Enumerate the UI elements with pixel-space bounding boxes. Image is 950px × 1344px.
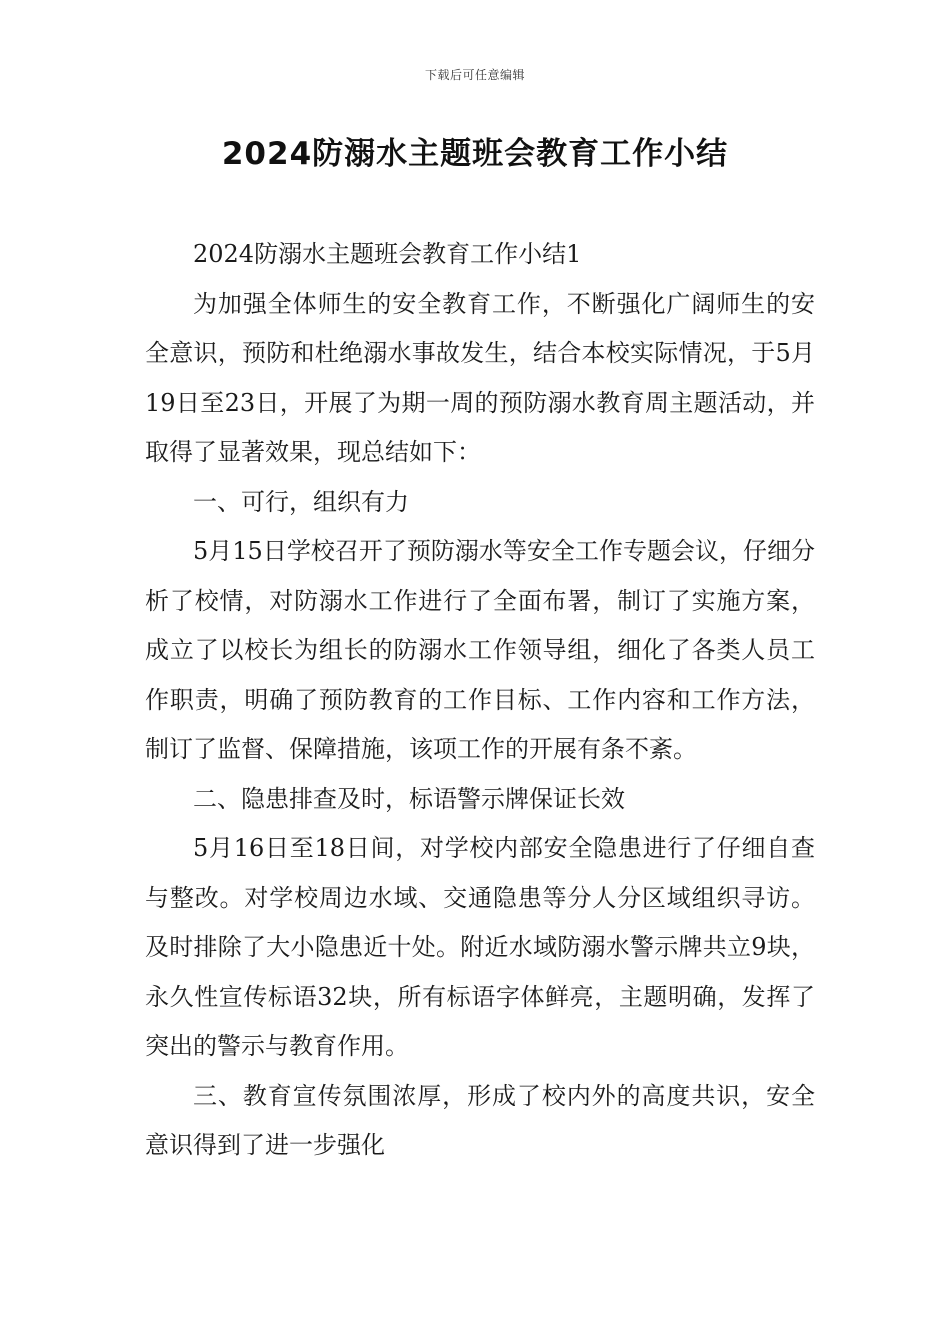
body-paragraph: 为加强全体师生的安全教育工作，不断强化广阔师生的安全意识，预防和杜绝溺水事故发生，结合本校实际情况，于5月19日至23日，开展了为期一周的预防溺水教育周主题活动，并取得了显著效果，现总结如下： <box>145 289 815 466</box>
document-title: 2024防溺水主题班会教育工作小结 <box>221 136 729 172</box>
document-body <box>145 230 815 1171</box>
section-heading: 2024防溺水主题班会教育工作小结1 <box>193 240 582 268</box>
body-paragraph: 5月16日至18日间，对学校内部安全隐患进行了仔细自查与整改。对学校周边水域、交通隐患等分人分区域组织寻访。及时排除了大小隐患近十处。附近水域防溺水警示牌共立9块，永久性宣传标语32块，所有标语字体鲜亮，主题明确，发挥了突出的警示与教育作用。 <box>145 834 815 1060</box>
section-heading: 二、隐患排查及时，标语警示牌保证长效 <box>193 784 625 813</box>
section-heading: 三、教育宣传氛围浓厚，形成了校内外的高度共识，安全意识得到了进一步强化 <box>145 1081 815 1159</box>
header-note: 下载后可任意编辑 <box>424 68 525 82</box>
body-paragraph: 5月15日学校召开了预防溺水等安全工作专题会议，仔细分析了校情，对防溺水工作进行了全面布署，制订了实施方案，成立了以校长为组长的防溺水工作领导组，细化了各类人员工作职责，明确了预防教育的工作目标、工作内容和工作方法，制订了监督、保障措施，该项工作的开展有条不紊。 <box>145 537 815 763</box>
section-heading: 一、可行，组织有力 <box>193 487 409 516</box>
